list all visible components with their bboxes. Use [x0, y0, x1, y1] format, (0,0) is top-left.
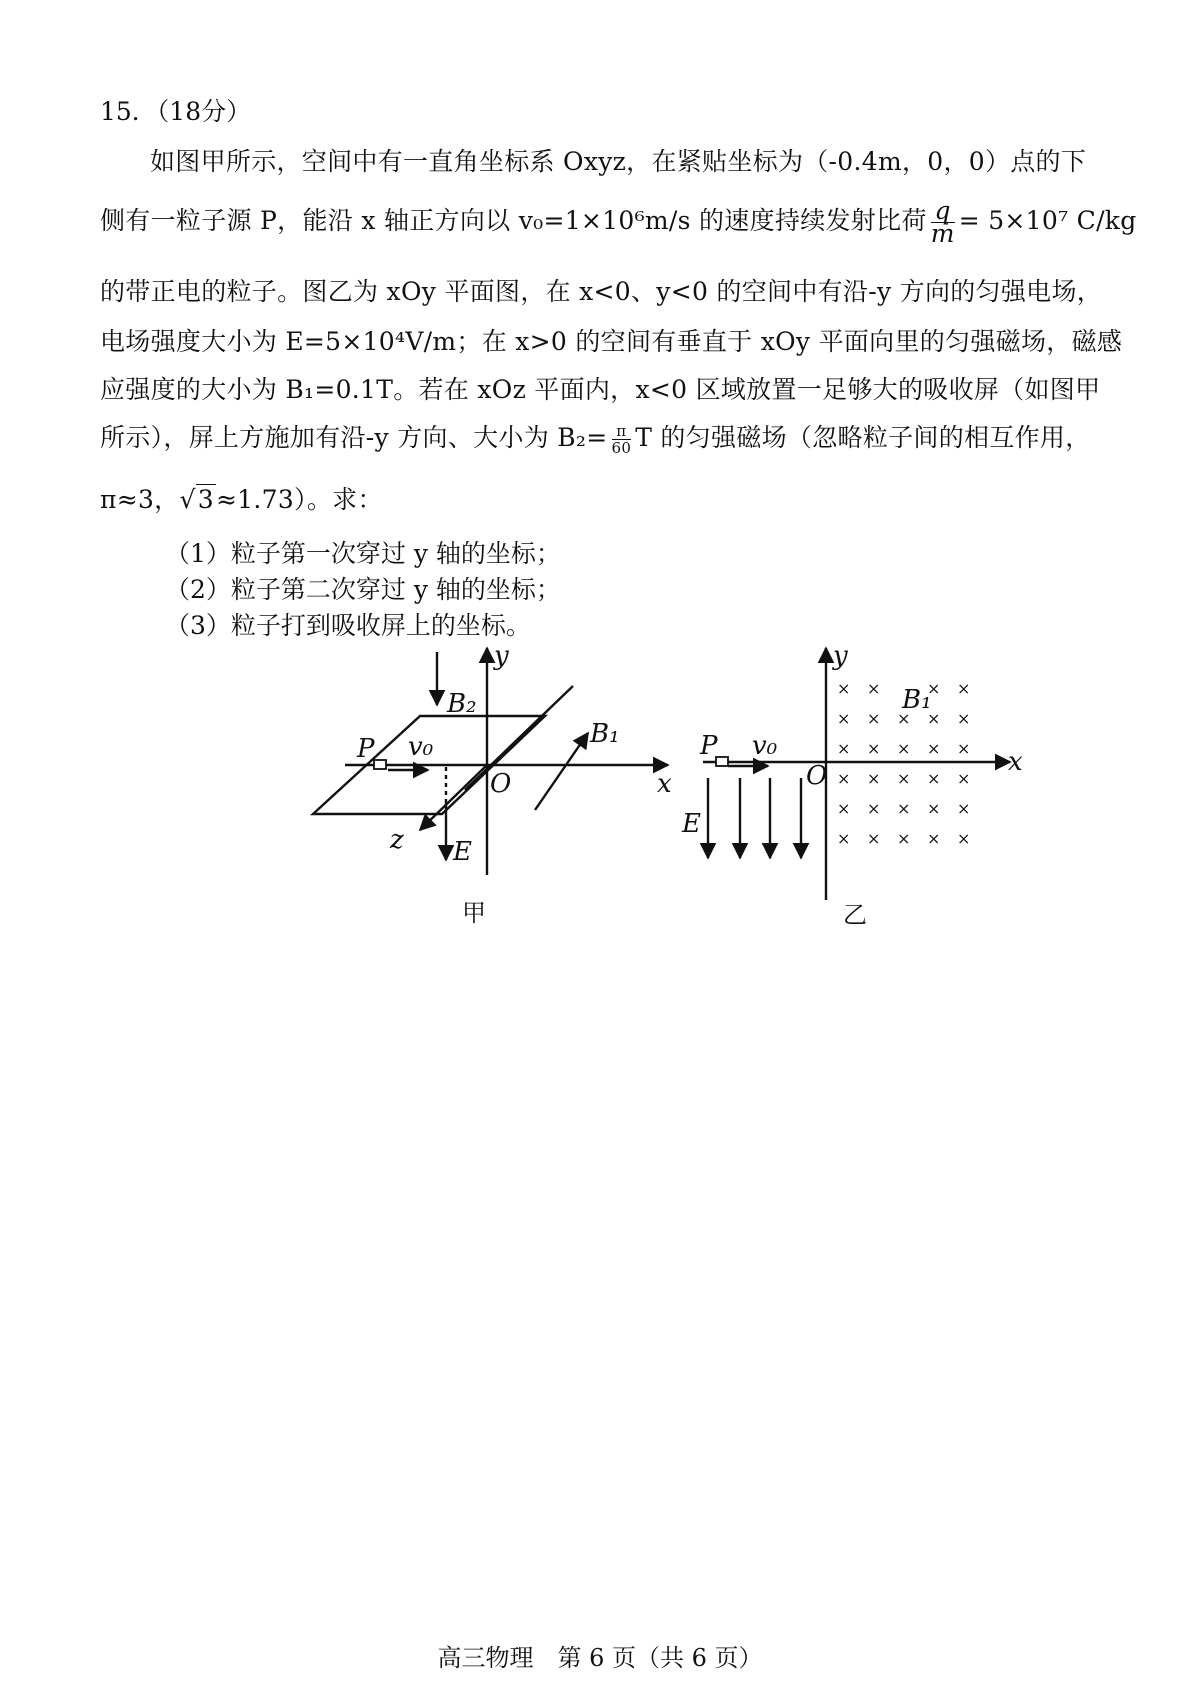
- paragraph-line-4: 电场强度大小为 E=5×10⁴V/m；在 x>0 的空间有垂直于 xOy 平面向里的匀强磁场，磁感: [100, 327, 1123, 356]
- page-footer: 高三物理 第 6 页（共 6 页）: [437, 1644, 763, 1672]
- field-mark: ×: [867, 769, 881, 788]
- paragraph-line-3: 的带正电的粒子。图乙为 xOy 平面图，在 x<0、y<0 的空间中有沿-y 方向的匀强电场，: [100, 277, 1103, 306]
- jia-label-z: z: [390, 825, 404, 855]
- field-mark: ×: [957, 679, 971, 698]
- question-number: 15．（18分）: [100, 97, 252, 126]
- field-mark: ×: [867, 799, 881, 818]
- yi-label-y: y: [833, 641, 848, 671]
- field-mark: ×: [957, 829, 971, 848]
- figure-jia-caption: 甲: [462, 899, 486, 927]
- field-mark: ×: [837, 739, 851, 758]
- field-mark: ×: [867, 829, 881, 848]
- field-mark: ×: [927, 799, 941, 818]
- yi-label-O: O: [806, 761, 828, 791]
- field-mark: ×: [957, 769, 971, 788]
- yi-particle-source: [716, 757, 728, 766]
- paragraph-line-2b: = 5×10⁷ C/kg: [958, 206, 1137, 235]
- field-mark: ×: [897, 709, 911, 728]
- paragraph-line-6b: T 的匀强磁场（忽略粒子间的相互作用，: [635, 423, 1091, 452]
- sqrt-radicand: 3: [197, 485, 214, 514]
- jia-label-y: y: [494, 641, 509, 671]
- field-mark: ×: [837, 799, 851, 818]
- field-mark: ×: [927, 829, 941, 848]
- field-mark: ×: [927, 769, 941, 788]
- jia-label-v0: v₀: [408, 732, 434, 762]
- field-mark: ×: [897, 829, 911, 848]
- field-mark: ×: [867, 739, 881, 758]
- field-mark: ×: [957, 709, 971, 728]
- sqrt-sign: √: [179, 485, 196, 514]
- sub-question-3: （3）粒子打到吸收屏上的坐标。: [165, 611, 531, 640]
- yi-label-v0: v₀: [752, 731, 778, 761]
- field-mark: ×: [837, 679, 851, 698]
- b2-numerator: π: [612, 423, 632, 440]
- yi-label-E: E: [682, 809, 701, 839]
- paragraph-line-2a: 侧有一粒子源 P，能沿 x 轴正方向以 v₀=1×10⁶m/s 的速度持续发射比荷: [100, 206, 927, 235]
- field-mark: ×: [957, 739, 971, 758]
- yi-label-x: x: [1008, 747, 1023, 777]
- field-mark: ×: [867, 679, 881, 698]
- paragraph-line-6a: 所示），屏上方施加有沿-y 方向、大小为 B₂=: [100, 423, 608, 452]
- paragraph-line-7b: ≈1.73）。求：: [215, 485, 383, 514]
- figure-yi-caption: 乙: [843, 901, 867, 929]
- sub-question-1: （1）粒子第一次穿过 y 轴的坐标；: [165, 539, 561, 568]
- fraction-numerator: q: [931, 200, 955, 223]
- paragraph-line-1: 如图甲所示，空间中有一直角坐标系 Oxyz，在紧贴坐标为（-0.4m，0，0）点的下: [150, 147, 1087, 176]
- b2-denominator: 60: [611, 439, 632, 457]
- jia-label-B1: B₁: [590, 719, 620, 749]
- field-mark: ×: [837, 769, 851, 788]
- yi-label-B1: B₁: [902, 685, 932, 715]
- field-mark: ×: [897, 799, 911, 818]
- jia-label-x: x: [657, 769, 672, 799]
- field-mark: ×: [867, 709, 881, 728]
- jia-label-E: E: [453, 837, 472, 867]
- field-mark: ×: [957, 799, 971, 818]
- jia-label-P: P: [357, 734, 375, 764]
- field-mark: ×: [837, 829, 851, 848]
- fraction-denominator: m: [930, 219, 955, 248]
- yi-label-P: P: [700, 731, 718, 761]
- paragraph-line-7a: π≈3，: [100, 485, 180, 514]
- jia-label-B2: B₂: [447, 689, 477, 719]
- field-mark: ×: [837, 709, 851, 728]
- field-mark: ×: [927, 679, 941, 698]
- field-mark: ×: [927, 739, 941, 758]
- field-mark: ×: [897, 769, 911, 788]
- sub-question-2: （2）粒子第二次穿过 y 轴的坐标；: [165, 575, 561, 604]
- paragraph-line-5: 应强度的大小为 B₁=0.1T。若在 xOz 平面内，x<0 区域放置一足够大的吸收屏（如图甲: [100, 375, 1101, 404]
- jia-label-O: O: [490, 769, 512, 799]
- field-mark: ×: [897, 739, 911, 758]
- field-mark: ×: [927, 709, 941, 728]
